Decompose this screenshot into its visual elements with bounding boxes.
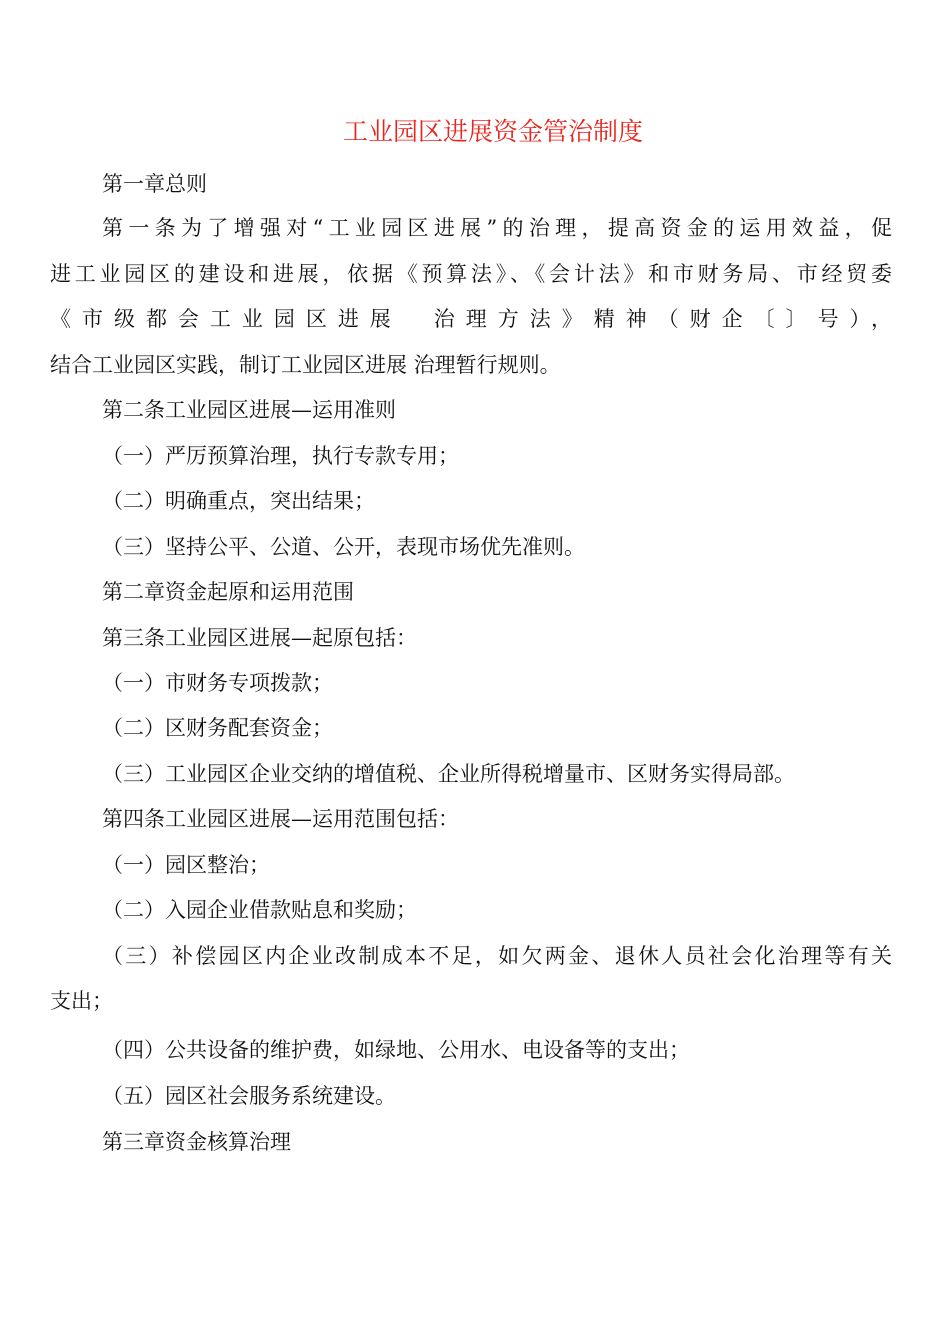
list-item: （四）公共设备的维护费，如绿地、公用水、电设备等的支出； <box>102 1038 690 1062</box>
list-item: （一）市财务专项拨款； <box>102 671 333 695</box>
article-heading: 第三条工业园区进展—起原包括： <box>102 626 417 650</box>
chapter-heading: 第一章总则 <box>102 172 207 196</box>
list-item: （五）园区社会服务系统建设。 <box>102 1084 396 1108</box>
paragraph-line: 《市级都会工业园区进展 治理方法》精神（财企〔〕号）， <box>50 307 892 331</box>
list-item: （三）补偿园区内企业改制成本不足，如欠两金、退休人员社会化治理等有关 <box>102 944 892 968</box>
list-item: （三）工业园区企业交纳的增值税、企业所得税增量市、区财务实得局部。 <box>102 762 795 786</box>
list-item: （一）严厉预算治理，执行专款专用； <box>102 444 459 468</box>
paragraph-line: 第一条为了增强对“工业园区进展”的治理，提高资金的运用效益，促 <box>102 216 892 240</box>
list-item: （二）入园企业借款贴息和奖励； <box>102 898 417 922</box>
list-item: （二）区财务配套资金； <box>102 716 333 740</box>
document-title: 工业园区进展资金管治制度 <box>342 117 643 146</box>
paragraph-line: 进工业园区的建设和进展，依据《预算法》、《会计法》和市财务局、市经贸委 <box>50 262 892 286</box>
list-item: （三）坚持公平、公道、公开，表现市场优先准则。 <box>102 535 585 559</box>
chapter-heading: 第三章资金核算治理 <box>102 1130 291 1154</box>
paragraph-line: 结合工业园区实践，制订工业园区进展 治理暂行规则。 <box>50 353 561 377</box>
list-item: （一）园区整治； <box>102 853 270 877</box>
chapter-heading: 第二章资金起原和运用范围 <box>102 580 354 604</box>
list-item-continuation: 支出； <box>50 989 113 1013</box>
list-item: （二）明确重点，突出结果； <box>102 489 375 513</box>
article-heading: 第二条工业园区进展—运用准则 <box>102 398 396 422</box>
article-heading: 第四条工业园区进展—运用范围包括： <box>102 807 459 831</box>
